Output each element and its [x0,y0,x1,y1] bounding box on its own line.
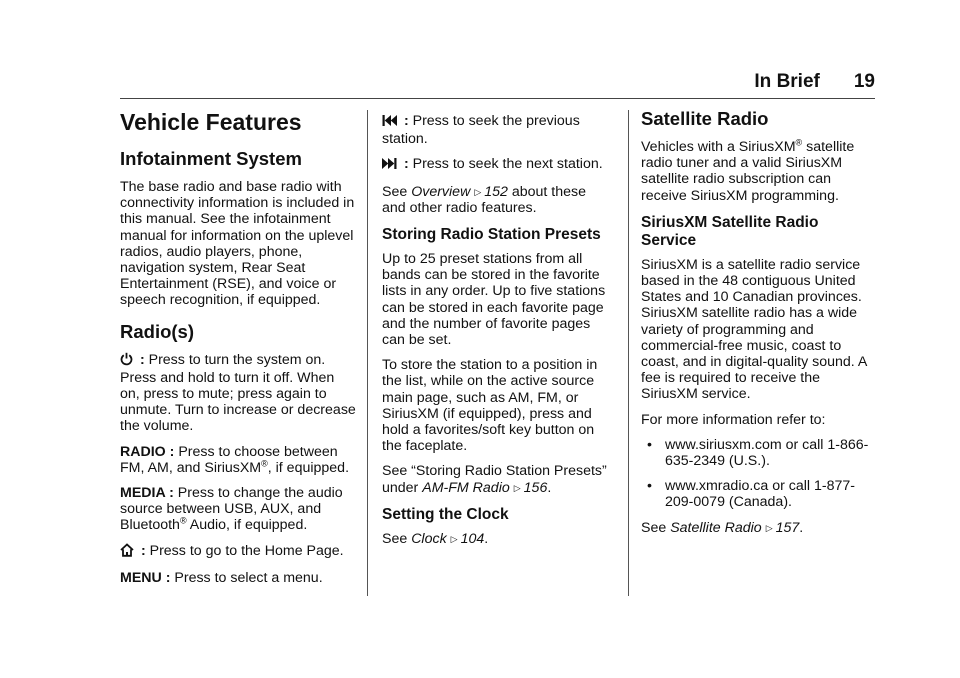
presets-paragraph-2: To store the station to a position in the list, while on the active source main page, such as AM, FM, or SiriusXM (if equipped), press and hold a favorites/soft key button on the faceplate. [382,357,598,455]
am-fm-page-number: 156 [523,479,548,496]
menu-entry [120,570,356,586]
satellite-page-number: 157 [775,519,800,536]
satellite-radio-link[interactable]: Satellite Radio [670,519,762,536]
see-satellite-reference [641,520,875,536]
registered-mark: ® [261,458,268,469]
registered-mark: ® [795,137,803,148]
seek-next-separator: : [400,156,413,173]
page-number: 19 [853,71,875,92]
media-text: Press to change the audio source between USB, AUX, and Bluetooth [120,485,343,534]
clock-link[interactable]: Clock [411,530,447,547]
seek-previous-text: Press to seek the previous station. [382,113,580,148]
reference-prefix: See [382,183,412,200]
reference-suffix: about these and other radio features. [382,183,587,216]
page-arrow-icon: ▷ [765,522,773,533]
seek-previous-entry [382,113,612,147]
overview-page-number: 152 [484,183,508,200]
see-presets-reference [382,463,612,495]
bullet-text: www.xmradio.ca or call 1-877-209-0079 (Canada). [665,478,856,511]
menu-label: MENU : [120,569,175,586]
media-text-end: Audio, if equipped. [186,517,308,534]
overview-link[interactable]: Overview [411,183,471,200]
heading-siriusxm-service: SiriusXM Satellite Radio Service [641,213,819,249]
power-separator: : [136,351,149,368]
bullet-item [641,437,875,469]
power-icon [120,352,133,370]
heading-radios: Radio(s) [120,320,194,342]
clock-page-number: 104 [460,530,485,547]
heading-setting-clock: Setting the Clock [382,505,509,523]
seek-previous-separator: : [400,113,413,129]
section-title: In Brief [754,71,820,92]
menu-text: Press to select a menu. [174,569,323,586]
registered-mark: ® [179,515,187,526]
seek-next-entry [382,156,612,174]
service-paragraph: SiriusXM is a satellite radio service based in the 48 contiguous United States and 10 Canadian provinces. SiriusXM satellite radio has a wide variety of programming and commercial-free music, coast to coast, and in digital-quality sound. A fee is required to receive the SiriusXM service. [641,256,867,403]
home-separator: : [137,542,150,559]
seek-next-icon [382,157,397,174]
media-label: MEDIA : [120,485,178,502]
am-fm-radio-link[interactable]: AM-FM Radio [422,479,510,496]
see-overview-reference [382,184,612,216]
heading-vehicle-features: Vehicle Features [120,109,302,135]
more-info-paragraph: For more information refer to: [641,411,826,428]
home-icon [120,543,134,561]
seek-previous-icon [382,114,397,131]
bullet-item [641,478,875,510]
home-text: Press to go to the Home Page. [149,542,344,559]
reference-suffix: . [799,519,804,536]
home-entry [120,543,356,561]
bullet-dot: • [647,436,652,453]
page-arrow-icon: ▷ [474,186,482,197]
reference-suffix: . [547,479,552,496]
reference-prefix: See [382,530,412,547]
satellite-text: Vehicles with a SiriusXM [641,139,796,155]
column-2 [382,113,612,556]
reference-prefix: See “Storing Radio Station Presets” under [382,463,607,496]
satellite-text-end: satellite radio tuner and a valid SiriusXM satellite radio subscription can receive SiriusXM programming. [641,139,855,204]
reference-prefix: See [641,519,671,536]
see-clock-reference [382,531,612,547]
presets-paragraph-1: Up to 25 preset stations from all bands can be stored in the favorite lists in any order. Up to five stations can be stored in each favorite page and the number of favorite pages can be set. [382,251,606,349]
column-divider-2 [628,110,629,596]
heading-storing-presets: Storing Radio Station Presets [382,226,601,244]
seek-next-text: Press to seek the next station. [412,156,603,173]
radio-label: RADIO : [120,443,179,460]
reference-suffix: . [484,530,489,547]
column-3 [641,108,875,545]
media-entry [120,485,356,534]
page-arrow-icon: ▷ [450,533,458,544]
radio-text: Press to choose between FM, AM, and SiriusXM [120,443,338,476]
column-1 [120,108,356,595]
bullet-dot: • [647,478,652,495]
power-text: Press to turn the system on. Press and hold to turn it off. When on, press to mute; press again to unmute. Turn to increase or decrease the volume. [120,351,356,435]
power-entry [120,352,356,435]
column-divider-1 [367,110,368,596]
radio-entry [120,444,356,476]
header-divider [120,98,875,99]
bullet-text: www.siriusxm.com or call 1-866-635-2349 (U.S.). [665,436,869,470]
satellite-paragraph [641,139,875,204]
page-header [120,70,875,94]
radio-text-end: , if equipped. [267,459,350,476]
heading-satellite-radio: Satellite Radio [641,108,769,129]
infotainment-paragraph: The base radio and base radio with connectivity information is included in this manual. See the infotainment manual for information on the uplevel radios, audio players, phone, navigation system, Rear Seat Entertainment (RSE), and voice or speech recognition, if equipped. [120,179,355,309]
page-arrow-icon: ▷ [513,482,521,493]
heading-infotainment-system: Infotainment System [120,148,302,169]
